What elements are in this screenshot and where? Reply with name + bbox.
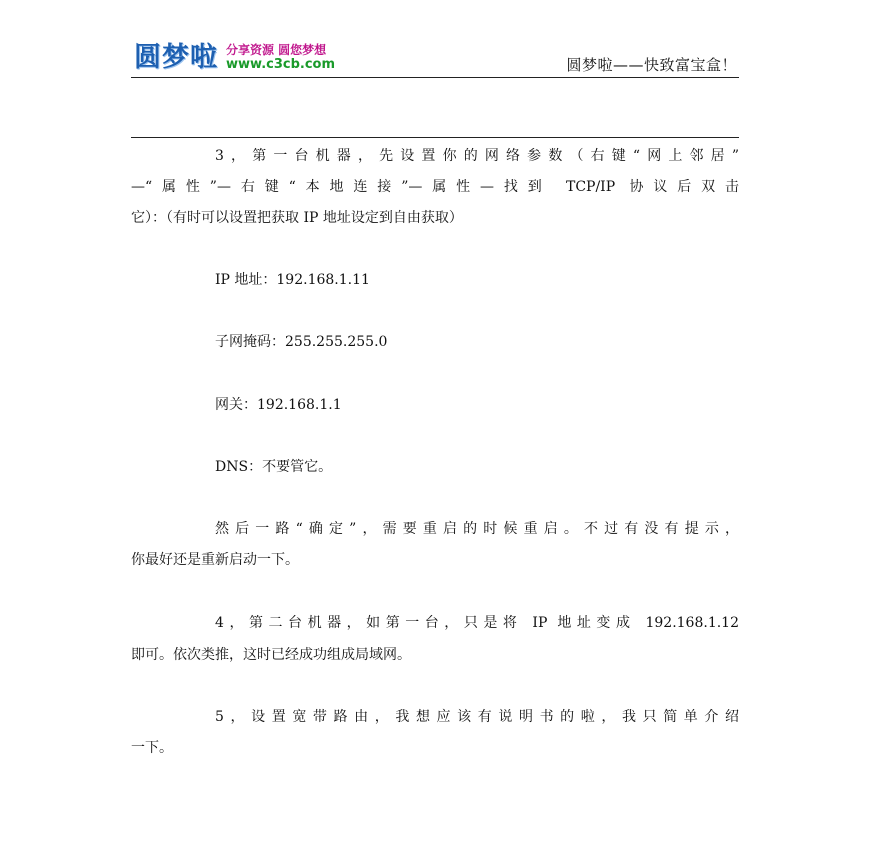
section-rule	[131, 137, 739, 138]
restart-line-1: 然后一路“确定”，需要重启的时候重启。不过有没有提示，	[215, 521, 739, 537]
logo-slogan: 分享资源 圆您梦想	[226, 43, 327, 57]
header-title: 圆梦啦——快致富宝盒！	[566, 56, 737, 74]
site-logo	[134, 41, 335, 75]
paragraph-5-line-1: 5，设置宽带路由，我想应该有说明书的啦，我只简单介绍	[215, 709, 739, 725]
gateway-line: 网关：192.168.1.1	[215, 397, 342, 413]
paragraph-4-line-2: 即可。依次类推，这时已经成功组成局域网。	[131, 647, 411, 663]
ip-address-line: IP 地址：192.168.1.11	[215, 272, 370, 288]
logo-url: www.c3cb.com	[226, 57, 336, 72]
subnet-mask-line: 子网掩码：255.255.255.0	[215, 334, 388, 350]
header-rule	[131, 77, 739, 78]
paragraph-3-line-1: 3，第一台机器，先设置你的网络参数（右键“网上邻居”	[215, 148, 739, 164]
restart-line-2: 你最好还是重新启动一下。	[131, 552, 299, 568]
logo-main-text: 圆梦啦	[134, 42, 218, 73]
dns-line: DNS：不要管它。	[215, 459, 333, 475]
paragraph-3-line-3: 它）：（有时可以设置把获取 IP 地址设定到自由获取）	[131, 210, 463, 226]
paragraph-4-line-1: 4，第二台机器，如第一台，只是将 IP 地址变成 192.168.1.12	[215, 615, 739, 631]
logo-side-text	[226, 43, 335, 73]
paragraph-5-line-2: 一下。	[131, 740, 173, 756]
paragraph-3-line-2: —“属性”—右键“本地连接”—属性—找到 TCP/IP 协议后双击	[131, 179, 739, 195]
